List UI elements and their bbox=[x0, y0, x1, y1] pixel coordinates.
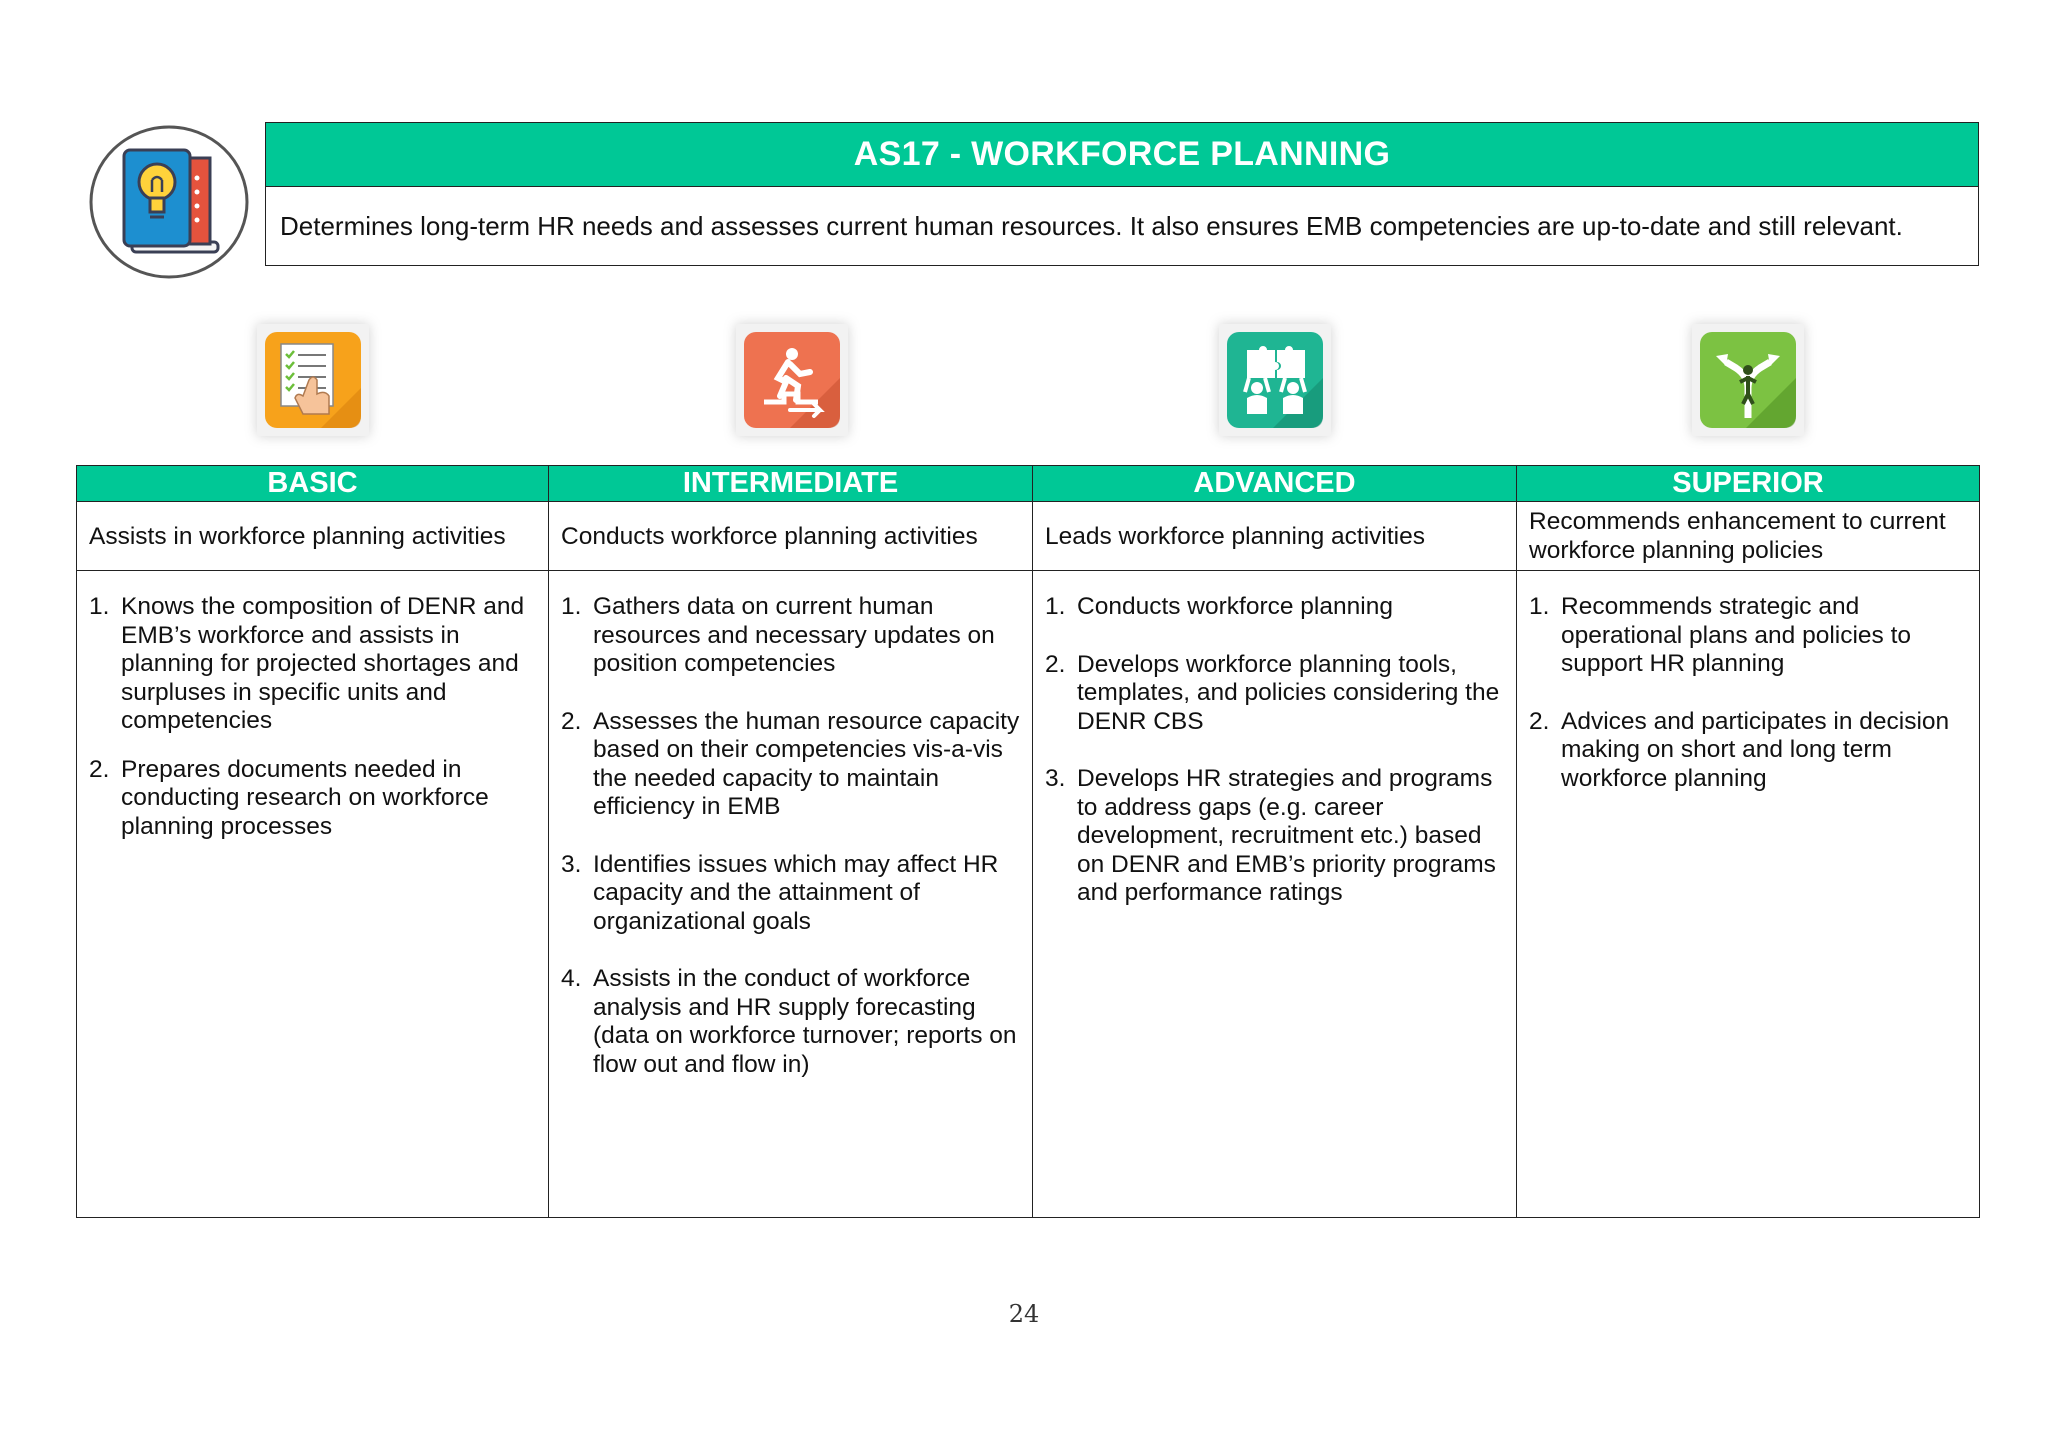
item-number: 3. bbox=[1045, 765, 1066, 792]
indicator-list bbox=[89, 593, 538, 841]
competency-header bbox=[265, 122, 1979, 266]
indicator-list bbox=[1045, 593, 1506, 908]
item-number: 1. bbox=[89, 593, 110, 620]
item-number: 4. bbox=[561, 965, 582, 992]
item-number: 1. bbox=[1529, 593, 1550, 620]
item-number: 1. bbox=[1045, 593, 1066, 620]
people-puzzle-icon bbox=[1213, 318, 1337, 442]
competency-description: Determines long-term HR needs and assesses current human resources. It also ensures EMB competencies are up-to-date and still relevant. bbox=[280, 211, 1903, 241]
list-item bbox=[89, 756, 538, 842]
level-summary-intermediate: Conducts workforce planning activities bbox=[549, 502, 1033, 571]
page-title: AS17 - WORKFORCE PLANNING bbox=[266, 123, 1978, 187]
item-text: Knows the composition of DENR and EMB’s workforce and assists in planning for projected shortages and surpluses in specific units and competencies bbox=[121, 593, 525, 734]
list-item bbox=[561, 593, 1022, 679]
item-text: Assesses the human resource capacity based on their competencies vis-a-vis the needed capacity to maintain efficiency in EMB bbox=[593, 707, 1020, 820]
level-indicators-superior bbox=[1517, 571, 1980, 1218]
list-item bbox=[1045, 765, 1506, 908]
level-summary-superior: Recommends enhancement to current workforce planning policies bbox=[1517, 502, 1980, 571]
person-crossroads-icon bbox=[1686, 318, 1810, 442]
list-item bbox=[561, 965, 1022, 1079]
item-text: Advices and participates in decision making on short and long term workforce planning bbox=[1561, 707, 1950, 792]
item-text: Gathers data on current human resources and necessary updates on position competencies bbox=[593, 593, 995, 677]
list-item bbox=[89, 593, 538, 736]
level-indicators-intermediate bbox=[549, 571, 1033, 1218]
item-number: 3. bbox=[561, 850, 582, 878]
list-item bbox=[1529, 593, 1969, 679]
item-text: Develops workforce planning tools, templates, and policies considering the DENR CBS bbox=[1077, 650, 1500, 735]
level-header-intermediate: INTERMEDIATE bbox=[549, 466, 1033, 502]
item-text: Prepares documents needed in conducting research on workforce planning processes bbox=[121, 755, 489, 840]
level-header-superior: SUPERIOR bbox=[1517, 466, 1980, 502]
item-number: 2. bbox=[561, 707, 582, 735]
list-item bbox=[1045, 651, 1506, 737]
item-text: Recommends strategic and operational plans and policies to support HR planning bbox=[1561, 593, 1912, 677]
item-number: 2. bbox=[89, 755, 110, 783]
level-indicators-basic bbox=[77, 571, 549, 1218]
indicator-list bbox=[561, 593, 1022, 1079]
level-summary-basic: Assists in workforce planning activities bbox=[77, 502, 549, 571]
list-item bbox=[561, 708, 1022, 822]
level-summary-advanced: Leads workforce planning activities bbox=[1033, 502, 1517, 571]
item-number: 2. bbox=[1529, 707, 1550, 735]
list-item bbox=[1529, 708, 1969, 794]
item-text: Assists in the conduct of workforce analysis and HR supply forecasting (data on workforce turnover; reports on flow out and flow in) bbox=[593, 965, 1017, 1078]
item-text: Develops HR strategies and programs to address gaps (e.g. career development, recruitment etc.) based on DENR and EMB’s priority programs and performance ratings bbox=[1077, 765, 1496, 906]
proficiency-levels-table bbox=[76, 465, 1980, 1218]
person-stairs-arrow-icon bbox=[730, 318, 854, 442]
page-number: 24 bbox=[1008, 1300, 1040, 1328]
level-header-advanced: ADVANCED bbox=[1033, 466, 1517, 502]
lightbulb-book-icon bbox=[88, 124, 250, 280]
checklist-hand-icon bbox=[251, 318, 375, 442]
item-number: 2. bbox=[1045, 650, 1066, 678]
indicator-list bbox=[1529, 593, 1969, 793]
level-header-basic: BASIC bbox=[77, 466, 549, 502]
item-number: 1. bbox=[561, 593, 582, 620]
item-text: Conducts workforce planning bbox=[1077, 593, 1393, 620]
level-indicators-advanced bbox=[1033, 571, 1517, 1218]
list-item bbox=[1045, 593, 1506, 622]
list-item bbox=[561, 851, 1022, 937]
item-text: Identifies issues which may affect HR capacity and the attainment of organizational goals bbox=[593, 850, 999, 935]
